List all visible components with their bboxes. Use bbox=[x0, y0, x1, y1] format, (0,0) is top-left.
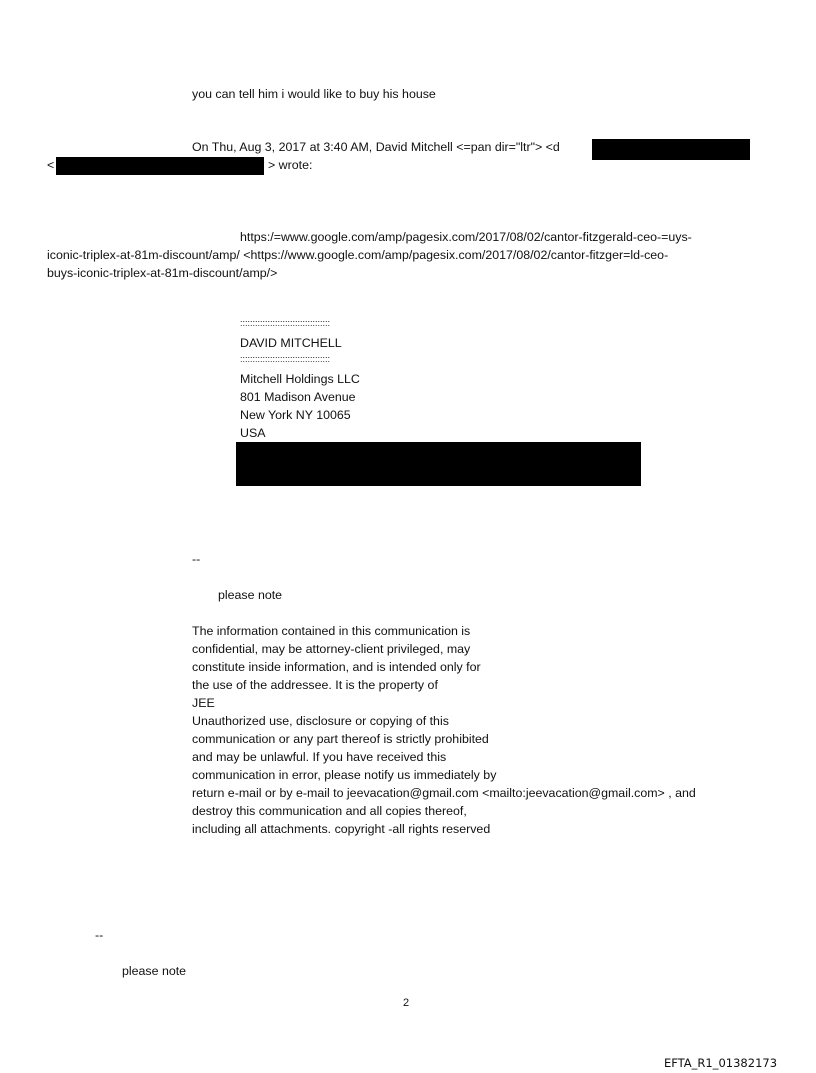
page-number: 2 bbox=[403, 997, 410, 1009]
outer-please-note: please note bbox=[122, 964, 187, 978]
disclaimer-line: and may be unlawful. If you have received this bbox=[192, 750, 447, 764]
redaction-box bbox=[56, 157, 264, 175]
quote-header-line-1: On Thu, Aug 3, 2017 at 3:40 AM, David Mitchell <=pan dir="ltr"> <d bbox=[192, 140, 560, 154]
disclaimer-line: Unauthorized use, disclosure or copying of this bbox=[192, 714, 449, 728]
please-note-heading: please note bbox=[218, 588, 283, 602]
signature-address: 801 Madison Avenue bbox=[240, 390, 356, 404]
disclaimer-line: The information contained in this communication is bbox=[192, 624, 471, 638]
disclaimer-line: including all attachments. copyright -all rights reserved bbox=[192, 822, 491, 836]
disclaimer-line: destroy this communication and all copies thereof, bbox=[192, 804, 467, 818]
signature-company: Mitchell Holdings LLC bbox=[240, 372, 360, 386]
disclaimer-line: communication in error, please notify us immediately by bbox=[192, 768, 497, 782]
signature-dashes: -- bbox=[192, 552, 201, 566]
signature-country: USA bbox=[240, 426, 266, 440]
link-line-1: https:/=www.google.com/amp/pagesix.com/2017/08/02/cantor-fitzgerald-ceo-=uys- bbox=[240, 230, 692, 244]
signature-city: New York NY 10065 bbox=[240, 408, 351, 422]
disclaimer-line: communication or any part thereof is strictly prohibited bbox=[192, 732, 489, 746]
redaction-box bbox=[592, 139, 750, 160]
link-line-3: buys-iconic-triplex-at-81m-discount/amp/> bbox=[47, 266, 278, 280]
disclaimer-line: confidential, may be attorney-client privileged, may bbox=[192, 642, 471, 656]
outer-dashes: -- bbox=[95, 928, 104, 942]
disclaimer-line: JEE bbox=[192, 696, 215, 710]
disclaimer-block bbox=[192, 622, 696, 838]
disclaimer-line: the use of the addressee. It is the property of bbox=[192, 678, 438, 692]
disclaimer-line: constitute inside information, and is intended only for bbox=[192, 660, 481, 674]
quote-header-wrote: > wrote: bbox=[268, 158, 313, 172]
signature-separator: :::::::::::::::::::::::::::::::::::: bbox=[240, 318, 331, 328]
bates-number: EFTA_R1_01382173 bbox=[664, 1056, 778, 1070]
link-line-2: iconic-triplex-at-81m-discount/amp/ <https://www.google.com/amp/pagesix.com/2017/08/02/cantor-fitzger=ld-ceo- bbox=[47, 248, 669, 262]
disclaimer-line: return e-mail or by e-mail to jeevacation@gmail.com <mailto:jeevacation@gmail.com> , and bbox=[192, 786, 696, 800]
reply-text: you can tell him i would like to buy his house bbox=[192, 87, 436, 101]
signature-separator: :::::::::::::::::::::::::::::::::::: bbox=[240, 354, 331, 364]
quote-header-bracket: < bbox=[47, 158, 55, 172]
redaction-box bbox=[236, 442, 641, 486]
signature-name: DAVID MITCHELL bbox=[240, 336, 342, 350]
